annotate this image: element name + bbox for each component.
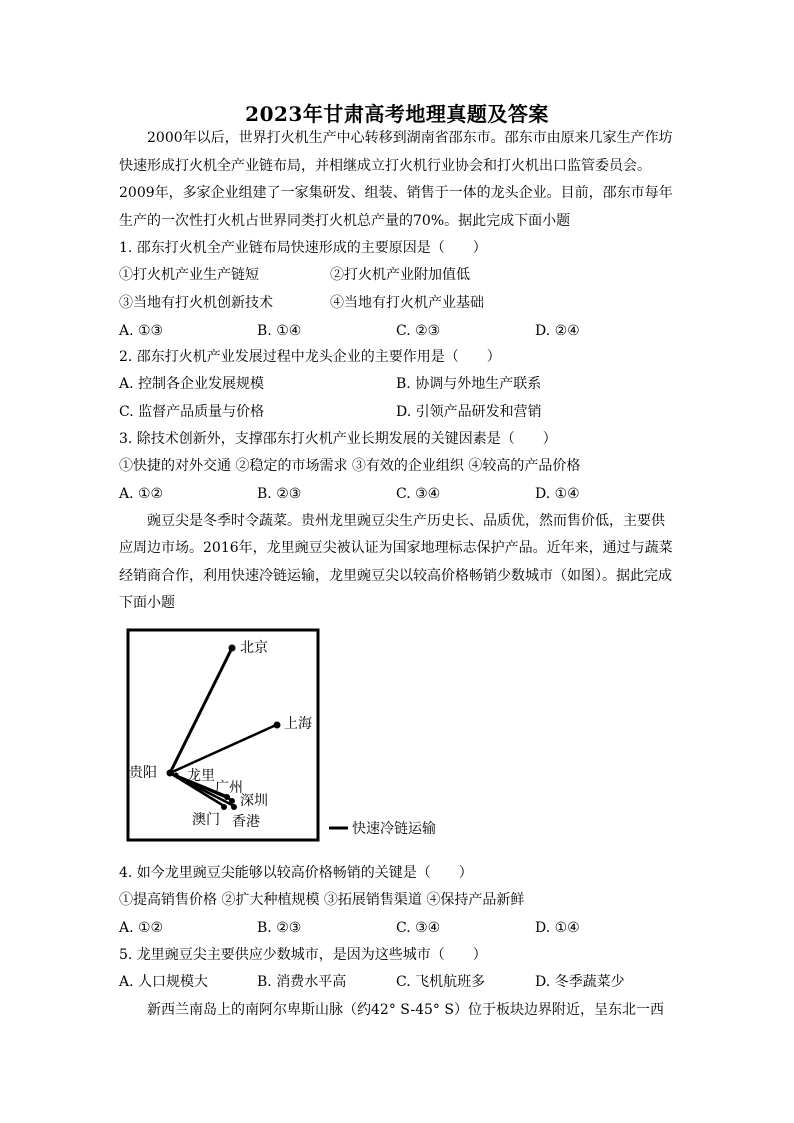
- q2-option-b: B. 协调与外地生产联系: [396, 376, 542, 392]
- q2-option-a: A. 控制各企业发展规模: [119, 376, 265, 392]
- passage1-line-2: 快速形成打火机全产业链布局，并相继成立打火机行业协会和打火机出口监管委员会。: [119, 158, 651, 174]
- q1-item-1: ①打火机产业生产链短: [119, 267, 259, 283]
- passage2-line-2: 应周边市场。2016年，龙里豌豆尖被认证为国家地理标志保护产品。近年来，通过与蔬菜: [119, 540, 673, 556]
- q5-stem: 5. 龙里豌豆尖主要供应少数城市，是因为这些城市（ ）: [119, 947, 487, 963]
- passage3-line-1: 新西兰南岛上的南阿尔卑斯山脉（约42° S-45° S）位于板块边界附近，呈东北一西: [147, 1002, 664, 1018]
- q1-option-c: C. ②③: [396, 323, 441, 339]
- q4-items: ①提高销售价格 ②扩大种植规模 ③拓展销售渠道 ④保持产品新鲜: [119, 892, 525, 908]
- q3-option-b: B. ②③: [257, 486, 302, 502]
- q4-option-b: B. ②③: [257, 920, 302, 936]
- q2-option-c: C. 监督产品质量与价格: [119, 404, 265, 420]
- q4-stem: 4. 如今龙里豌豆尖能够以较高价格畅销的关键是（ ）: [119, 865, 473, 881]
- beijing-dot: [229, 645, 236, 652]
- q4-option-d: D. ①④: [535, 920, 580, 936]
- q3-option-d: D. ①④: [535, 486, 580, 502]
- q1-item-4: ④当地有打火机产业基础: [330, 295, 484, 311]
- q1-item-3: ③当地有打火机创新技术: [119, 295, 273, 311]
- q3-stem: 3. 除技术创新外，支撑邵东打火机产业长期发展的关键因素是（ ）: [119, 431, 557, 447]
- q5-option-c: C. 飞机航班多: [396, 974, 486, 990]
- q3-option-c: C. ③④: [396, 486, 441, 502]
- q1-option-b: B. ①④: [257, 323, 302, 339]
- q2-option-d: D. 引领产品研发和营销: [396, 404, 542, 420]
- q5-option-b: B. 消费水平高: [257, 974, 347, 990]
- passage2-line-4: 下面小题: [119, 595, 175, 611]
- passage1-line-3: 2009年，多家企业组建了一家集研发、组装、销售于一体的龙头企业。目前，邵东市每年: [119, 185, 673, 201]
- legend-label: 快速冷链运输: [352, 821, 436, 837]
- q4-option-c: C. ③④: [396, 920, 441, 936]
- q3-option-a: A. ①②: [119, 486, 164, 502]
- shanghai-label: 上海: [284, 716, 312, 732]
- macau-label: 澳门: [192, 812, 220, 828]
- longli-label: 龙里: [187, 768, 215, 784]
- guiyang-dot: [167, 770, 174, 777]
- shenzhen-dot: [229, 798, 235, 804]
- longli-dot: [174, 773, 179, 778]
- hongkong-label: 香港: [232, 814, 260, 830]
- q3-items: ①快捷的对外交通 ②稳定的市场需求 ③有效的企业组织 ④较高的产品价格: [119, 458, 581, 474]
- q1-stem: 1. 邵东打火机全产业链布局快速形成的主要原因是（ ）: [119, 240, 487, 256]
- page-title: 2023年甘肃高考地理真题及答案: [245, 102, 549, 126]
- hongkong-dot: [231, 804, 237, 810]
- guiyang-label: 贵阳: [129, 765, 157, 781]
- shenzhen-label: 深圳: [240, 793, 268, 809]
- passage1-line-1: 2000年以后，世界打火机生产中心转移到湖南省邵东市。邵东市由原来几家生产作坊: [147, 130, 673, 146]
- q1-option-d: D. ②④: [535, 323, 580, 339]
- q5-option-d: D. 冬季蔬菜少: [535, 974, 625, 990]
- q2-stem: 2. 邵东打火机产业发展过程中龙头企业的主要作用是（ ）: [119, 349, 501, 365]
- q4-option-a: A. ①②: [119, 920, 164, 936]
- q1-item-2: ②打火机产业附加值低: [330, 267, 470, 283]
- macau-dot: [221, 804, 227, 810]
- route-map: [126, 628, 456, 844]
- shanghai-dot: [274, 722, 281, 729]
- passage2-line-1: 豌豆尖是冬季时令蔬菜。贵州龙里豌豆尖生产历史长、品质优，然而售价低，主要供: [147, 513, 665, 529]
- q5-option-a: A. 人口规模大: [119, 974, 209, 990]
- q1-option-a: A. ①③: [119, 323, 164, 339]
- passage1-line-4: 生产的一次性打火机占世界同类打火机总产量的70%。据此完成下面小题: [119, 213, 571, 229]
- guangzhou-label: 广州: [215, 780, 243, 796]
- passage2-line-3: 经销商合作，利用快速冷链运输，龙里豌豆尖以较高价格畅销少数城市（如图）。据此完成: [119, 568, 672, 584]
- beijing-label: 北京: [240, 640, 268, 656]
